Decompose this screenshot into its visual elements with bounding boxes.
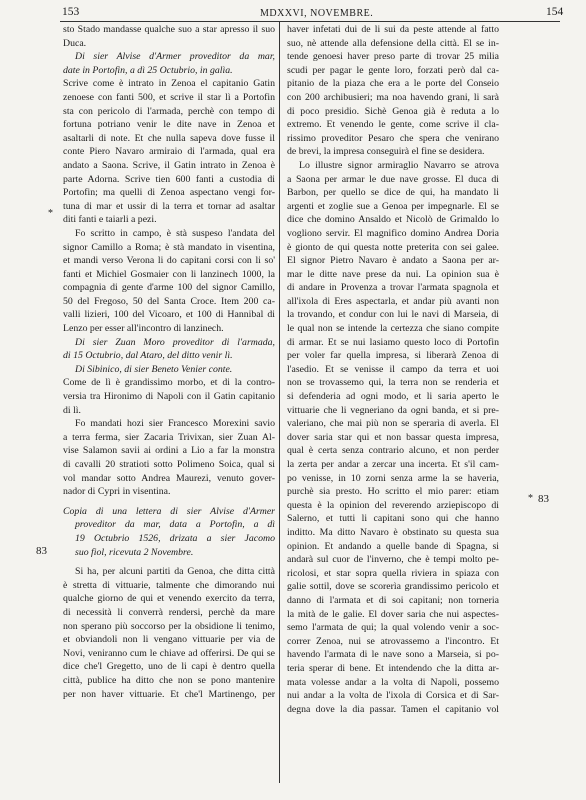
text-line: conte Piero Navaro armiraio di l'armada, qual era <box>63 146 275 158</box>
text-line: pitanio de la piaza che era a le porte del Conseio <box>287 78 499 90</box>
text-line: 50 del Fregoso, 50 del Santa Croce. Item 200 ca- <box>63 295 275 307</box>
text-line: tende genoesi haver preso parte di trovar 25 milia <box>287 51 499 63</box>
text-line: El signor Pietro Navaro è andato a Saona per ar- <box>287 255 499 267</box>
text-line: fanti et Michiel Gosmaier con li lanzinech 1000, la <box>63 268 275 280</box>
text-line: Lo illustre signor armiraglio Navarro se atrova <box>299 159 499 171</box>
text-line: teria sperar di bene. Et intendendo che la ditta ar- <box>287 662 499 674</box>
text-line: a terra ferma, sier Zacaria Trivixan, sier Zuan Al- <box>63 431 275 443</box>
text-line: fortuna potriano venir le dite nave in Zenoa et <box>63 119 275 131</box>
left-text-column <box>63 23 275 701</box>
text-line: di lì. <box>63 404 81 416</box>
text-line: di cavalli 20 stratioti sotto Polimeno Soica, qual si <box>63 459 275 470</box>
text-line: la mità de le galie. El dover saria che nui aspectes- <box>287 608 499 620</box>
text-line: scudi per pagar le gente loro, forzati però dal ca- <box>287 64 499 76</box>
text-line: date in Portofin, a dì 25 Octubrio, in galìa. <box>63 64 233 76</box>
text-line: Barbon, per quello se dice de qui, ha mandato li <box>287 187 499 199</box>
text-line: rissimo proveditor Pesaro che spera che venirano <box>287 132 499 144</box>
text-line: non se trovassemo qui, la terra non se renderia et <box>287 377 499 389</box>
text-line: nador di Cypri in visentina. <box>63 486 171 498</box>
text-line: Di Sibinico, di sier Beneto Venier conte. <box>75 363 233 375</box>
text-line: diti fanti e taiarli a pezi. <box>63 214 157 226</box>
text-line: Fo mandati hozi sier Francesco Morexini savio <box>75 418 275 430</box>
text-line: Portofin; ma quelli di Zenoa aspectano vengi for- <box>63 187 275 199</box>
text-line: po venisse, in 10 zorni senza arme la se haveria, <box>287 472 499 484</box>
text-line: signor Camillo a Roma; è stà mandato in visentina, <box>63 241 275 253</box>
text-line: si defenderia ad ogni modo, et li saria aperto le <box>287 391 499 403</box>
text-line: parte Adorna. Scrive tien 600 fanti a custodia di <box>63 173 275 185</box>
text-line: tuna di mar et ussir di la terra et tornar ad asaltar <box>63 200 275 212</box>
text-line: andarà sul cuor de l'inverno, che è tempi molto pe- <box>287 554 499 566</box>
text-line: è gionto de qui questa notte preterita con sei galee. <box>287 241 499 253</box>
left-page-number: 153 <box>62 6 80 18</box>
text-line: di andare in Provenza a trovar l'armata spagnola et <box>287 282 499 294</box>
text-line: mata volesse andar a la volta di Napoli, possemo <box>287 676 499 688</box>
right-page-number: 154 <box>546 6 564 18</box>
text-line: de brevi, la impresa conseguirà el fine se desidera. <box>287 146 485 158</box>
text-line: correr Zenoa, nui se atrovassemo a l'incontro. Et <box>287 635 499 647</box>
text-line: purchè sia presto. Ho scritto el mio parer: etiam <box>287 486 499 498</box>
text-line: dice che'l Gregetto, uno de li capi è dentro quella <box>63 661 275 673</box>
text-line: dice che domino Ansaldo et Nicolò de Grimaldo lo <box>287 214 499 226</box>
text-line: haver infetati dui de li sui da peste attende al fatto <box>287 24 499 35</box>
text-line: suo fiol, ricevuta 2 Novembre. <box>75 546 194 558</box>
text-line: di 15 Octubrio, dal Ataro, del ditto venir lì. <box>63 350 233 362</box>
text-line: di poco presidio. Sichè Genoa già è reduta a lo <box>287 105 499 117</box>
text-line: di armar. Et se nui lasiamo questo loco di Portofin <box>287 336 499 348</box>
text-line: compagnia di gente d'arme 100 del signor Camillo, <box>63 282 275 294</box>
text-line: versia tra Hironimo di Napoli con il Gatin capitanio <box>63 391 275 403</box>
right-text-column <box>287 23 499 716</box>
text-line: sto Stado mandasse qualche suo a star apresso il suo <box>63 24 275 35</box>
text-line: galie sottil, dove se scorerìa grandissimo pericolo et <box>287 581 499 593</box>
text-line: per voler far quella impresa, si liberarà Zenoa di <box>287 350 499 362</box>
running-title: MDXXVI, NOVEMBRE. <box>260 8 374 19</box>
text-line: le qual non se intende la certezza che siano compite <box>287 323 499 335</box>
text-line: zenoese con fanti 500, et scrive il star lì a Portofin <box>63 91 275 103</box>
text-line: con 200 archibusieri; ma noa havendo grani, li sarà <box>287 91 499 103</box>
text-line: a Saona per armar le due nave grosse. El duca di <box>287 173 499 185</box>
text-line: vol mandar sotto Andrea Maurezi, venuto gover- <box>63 472 275 484</box>
text-line: Fo scritto in campo, è stà suspeso l'andata del <box>75 227 275 239</box>
header-rule <box>60 21 560 22</box>
text-line: qual è certa senza contrario alcuno, et non perder <box>287 445 499 457</box>
text-line: nui andar a la volta de l'ixola di Corsica et di Sar- <box>287 690 499 702</box>
text-line: non sperano più soccorso per la obsidione li tenimo, <box>63 620 275 632</box>
text-line: havendo l'armata di le nave sono a Marseia, si po- <box>287 649 499 661</box>
text-line: 19 Octubrio 1526, drizata a sier Jacomo <box>75 532 275 544</box>
text-line: la zerta per andar a zercar una incerta. Et s'il cam- <box>287 459 499 470</box>
text-line: et mandi verso Verona li do capitani corsi con li so' <box>63 255 275 267</box>
text-line: di necessità li converrà rendersi, perchè da mare <box>63 606 275 618</box>
text-line: la trovando, et condur con lui le navi di Marseia, di <box>287 309 499 321</box>
margin-number-left: 83 <box>36 545 47 557</box>
text-line: mar le ditte nave prese da nui. La opinion sua è <box>287 268 499 280</box>
text-line: per non haver vittuarie. Et che'l Martinengo, per <box>63 688 275 700</box>
text-line: extremo. Et venendo le gente, come scrive il cla- <box>287 119 499 131</box>
text-line: valli lizieri, 100 del Vicoaro, et 100 di Hannibal di <box>63 309 275 321</box>
text-line: città, publice ha ditto che non se pono mantenire <box>63 674 275 686</box>
text-line: proveditor da mar, data a Portofin, a dì <box>75 519 275 531</box>
text-line: valeriano, che mai più non se sperarìa di averla. El <box>287 418 499 430</box>
text-line: Novi, veniranno cum le chiave ad offerirsi. De qui se <box>63 647 275 659</box>
margin-asterisk-left: * <box>48 208 53 219</box>
text-line: sta con pericolo di l'armada, perchè con tempo di <box>63 105 275 117</box>
text-line: Duca. <box>63 37 87 49</box>
text-line: degna dove la dia passar. Tamen el capitanio vol <box>287 703 499 715</box>
text-line: inditto. Ma ditto Navaro è obstinato su questa sua <box>287 526 499 538</box>
text-line: opinion. Et andando a quelle bande di Spagna, si <box>287 540 499 552</box>
text-line: asaltarli di note. Et che nulla sapeva dove fusse il <box>63 132 275 144</box>
text-line: danno di l'armata et di soi capitani; non torneria <box>287 594 499 606</box>
text-line: questa è la opinion del reverendo arziepiscopo di <box>287 499 499 511</box>
text-line: Di sier Zuan Moro proveditor di l'armada, <box>75 336 275 348</box>
text-line: Di sier Alvise d'Armer proveditor da mar, <box>75 51 275 63</box>
margin-asterisk-right: * <box>528 493 533 504</box>
text-line: Lenzo per esser all'incontro di lanzinech. <box>63 323 224 335</box>
text-line: dover saria star qui et non bassar questa impresa, <box>287 431 499 443</box>
text-line: Copia di una lettera di sier Alvise d'Armer <box>63 505 275 517</box>
text-line: è stretta di vittuarie, talmente che dimorando nui <box>63 579 275 591</box>
text-line: suo, nè attende alla defensione della città. El se in- <box>287 37 499 49</box>
text-line: ricolosi, et star sopra quella riviera in spiaza con <box>287 567 499 579</box>
text-line: semo l'armata de qui; la qual volendo venir a soc- <box>287 622 499 634</box>
text-line: all'ixola di Eres aspectarla, et andar più avanti non <box>287 295 499 307</box>
text-line: andato a Saona. Scrive, il Gatin intrato in Zenoa è <box>63 159 275 171</box>
text-line: et obviandoli non li vengano vittuarie per via de <box>63 634 275 646</box>
text-line: vogliono servir. El magnifico domino Andrea Doria <box>287 227 499 239</box>
text-line: Salerno, et tutti li capitani sono qui che hanno <box>287 513 499 525</box>
text-line: vise Salamon savii ai ordini a Lio a far la monstra <box>63 445 275 457</box>
text-line: l'asedio. Et se venisse il campo da terra et uoi <box>287 363 499 375</box>
text-line: Scrive come è intrato in Zenoa el capitanio Gatin <box>63 78 275 90</box>
text-line: argenti et zoglie sue a Genoa per impegnarle. El se <box>287 200 499 212</box>
text-line: Come de lì è grandissimo morbo, et di la contro- <box>63 377 275 389</box>
text-line: qualche giorno de qui et venendo exercito da terra, <box>63 593 275 605</box>
text-line: Si ha, per alcuni partiti da Genoa, che ditta città <box>75 566 275 578</box>
column-divider <box>279 21 280 783</box>
margin-number-right: 83 <box>538 493 549 505</box>
text-line: vittuarie che li vegneriano da ogni banda, et si pre- <box>287 404 499 416</box>
